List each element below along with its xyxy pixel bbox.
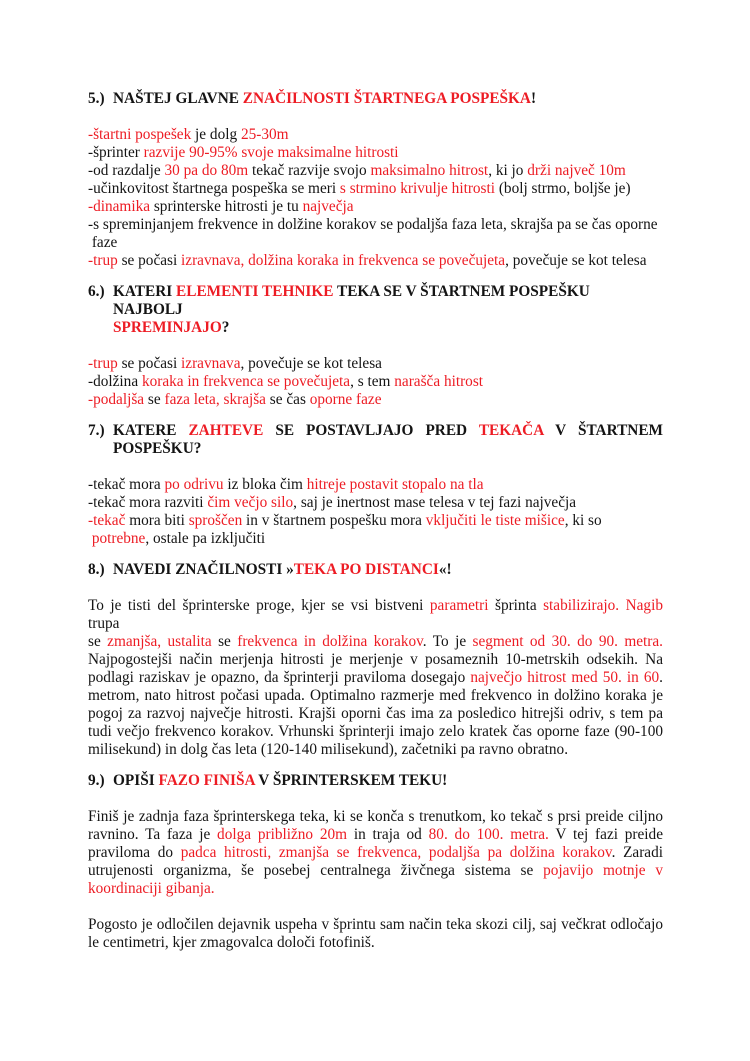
text-segment: pogoj za razvoj največje hitrosti. Krajši oporni čas ima za posledico hitrejši odriv, s tem pa bbox=[88, 705, 663, 722]
heading-text bbox=[113, 283, 663, 337]
text-segment: utrujenosti organizma, še posebej centralnega živčnega sistema se bbox=[88, 862, 544, 879]
text-segment: praviloma do bbox=[88, 844, 181, 861]
text-segment: , saj je inertnost mase telesa v tej fazi največja bbox=[293, 494, 577, 511]
red-text-segment: TEKAČA bbox=[478, 422, 544, 439]
heading-number: 9.) bbox=[88, 772, 105, 789]
red-text-segment: oporne faze bbox=[309, 391, 382, 408]
text-line bbox=[88, 633, 663, 651]
text-line bbox=[88, 162, 663, 180]
red-text-segment: pojavijo motnje v bbox=[543, 862, 663, 879]
text-segment: šprinta bbox=[488, 597, 544, 614]
red-text-segment: -podaljša bbox=[88, 391, 145, 408]
text-line bbox=[88, 916, 663, 934]
text-segment: , ki jo bbox=[488, 162, 528, 179]
text-line bbox=[113, 319, 663, 337]
heading-text bbox=[113, 422, 663, 458]
text-segment: je dolg bbox=[191, 126, 241, 143]
text-segment: se bbox=[211, 633, 238, 650]
red-text-segment: FAZO FINIŠA bbox=[158, 772, 255, 789]
red-text-segment: vključiti le tiste mišice bbox=[425, 512, 565, 529]
text-segment: se bbox=[144, 391, 165, 408]
list-block bbox=[88, 476, 663, 548]
text-line bbox=[88, 234, 663, 252]
text-segment: TEKA SE V ŠTARTNEM POSPEŠKU NAJBOLJ bbox=[113, 283, 594, 318]
text-segment: . Zaradi bbox=[611, 844, 663, 861]
text-segment: , povečuje se kot telesa bbox=[240, 355, 382, 372]
text-segment: sprinterske hitrosti je tu bbox=[150, 198, 303, 215]
list-block bbox=[88, 355, 663, 409]
text-segment: ! bbox=[530, 90, 537, 107]
text-segment: , s tem bbox=[350, 373, 395, 390]
text-segment: . bbox=[659, 669, 663, 686]
text-line bbox=[88, 126, 663, 144]
heading-number: 6.) bbox=[88, 283, 105, 300]
text-line bbox=[88, 198, 663, 216]
text-segment: ravnino. Ta faza je bbox=[88, 826, 218, 843]
text-line bbox=[113, 422, 663, 440]
red-text-segment: ELEMENTI TEHNIKE bbox=[176, 283, 334, 300]
heading-block bbox=[88, 561, 663, 579]
text-segment: milisekund) in dolg čas leta (120-140 milisekund), začetniki pa ravno obratno. bbox=[88, 741, 569, 758]
red-text-segment: -trup bbox=[88, 355, 118, 372]
text-line bbox=[113, 440, 663, 458]
text-segment: (bolj strmo, boljše je) bbox=[495, 180, 631, 197]
red-text-segment: hitreje postavit stopalo na tla bbox=[306, 476, 484, 493]
text-line bbox=[113, 283, 663, 319]
text-line bbox=[113, 772, 663, 790]
red-text-segment: zmanjša, ustalita bbox=[107, 633, 212, 650]
text-segment: . To je bbox=[422, 633, 473, 650]
text-line bbox=[88, 669, 663, 687]
text-line bbox=[88, 391, 663, 409]
text-line bbox=[88, 180, 663, 198]
text-line bbox=[88, 494, 663, 512]
text-segment: le centimetri, kjer zmagovalca določi fotofiniš. bbox=[88, 934, 375, 951]
text-segment: se počasi bbox=[117, 252, 182, 269]
text-segment: Finiš je zadnja faza šprinterskega teka, ki se konča s trenutkom, ko tekač s prsi preide ciljno bbox=[88, 808, 663, 825]
red-text-segment: 80. do 100. metra. bbox=[428, 826, 549, 843]
text-line bbox=[88, 705, 663, 723]
text-segment: POSPEŠKU? bbox=[113, 440, 202, 457]
heading-number: 7.) bbox=[88, 422, 105, 439]
red-text-segment: ZNAČILNOSTI ŠTARTNEGA POSPEŠKA bbox=[242, 90, 531, 107]
red-text-segment: stabilizirajo. Nagib bbox=[543, 597, 663, 614]
text-segment: «! bbox=[438, 561, 452, 578]
text-segment: -tekač mora razviti bbox=[88, 494, 208, 511]
heading-text bbox=[113, 772, 663, 790]
red-text-segment: čim večjo silo bbox=[207, 494, 294, 511]
heading-number: 8.) bbox=[88, 561, 105, 578]
text-line bbox=[88, 723, 663, 741]
text-line bbox=[88, 844, 663, 862]
heading-number: 5.) bbox=[88, 90, 105, 107]
text-line bbox=[88, 530, 663, 548]
text-segment: NAVEDI ZNAČILNOSTI » bbox=[113, 561, 294, 578]
text-line bbox=[88, 597, 663, 633]
text-segment: SE POSTAVLJAJO PRED bbox=[263, 422, 479, 439]
red-text-segment: segment od 30. do 90. metra. bbox=[472, 633, 663, 650]
red-text-segment: -dinamika bbox=[88, 198, 151, 215]
text-segment: KATERI bbox=[113, 283, 177, 300]
text-segment: , povečuje se kot telesa bbox=[505, 252, 647, 269]
red-text-segment: s strmino krivulje hitrosti bbox=[339, 180, 496, 197]
red-text-segment: narašča hitrost bbox=[394, 373, 484, 390]
red-text-segment: drži največ 10m bbox=[527, 162, 626, 179]
text-segment: mora biti bbox=[125, 512, 189, 529]
text-segment: Najpogostejši način merjenja hitrosti je merjenje v posameznih 10-metrskih odsekih. Na bbox=[88, 651, 663, 668]
text-segment: iz bloka čim bbox=[223, 476, 307, 493]
text-segment: , ostale pa izključiti bbox=[145, 530, 266, 547]
paragraph-block bbox=[88, 916, 663, 952]
text-segment: ? bbox=[221, 319, 230, 336]
text-line bbox=[88, 355, 663, 373]
text-line bbox=[88, 476, 663, 494]
text-segment: V tej fazi preide bbox=[548, 826, 663, 843]
text-line bbox=[88, 880, 663, 898]
red-text-segment: izravnava, dolžina koraka in frekvenca se povečujeta bbox=[181, 252, 506, 269]
text-segment: tekač razvije svojo bbox=[248, 162, 371, 179]
text-segment: -od razdalje bbox=[88, 162, 165, 179]
text-segment: -s spreminjanjem frekvence in dolžine korakov se podaljša faza leta, skrajša pa se čas oporne bbox=[88, 216, 658, 233]
text-segment: To je tisti del šprinterske proge, kjer se vsi bistveni bbox=[88, 597, 430, 614]
heading-block bbox=[88, 422, 663, 458]
red-text-segment: -štartni pospešek bbox=[88, 126, 192, 143]
text-segment: Pogosto je odločilen dejavnik uspeha v šprintu sam način teka skozi cilj, saj večkrat odločajo bbox=[88, 916, 663, 933]
text-segment: in traja od bbox=[347, 826, 429, 843]
text-line bbox=[88, 808, 663, 826]
text-line bbox=[113, 90, 663, 108]
red-text-segment: razvije 90-95% svoje maksimalne hitrosti bbox=[143, 144, 399, 161]
text-segment: -šprinter bbox=[88, 144, 144, 161]
red-text-segment: sproščen bbox=[188, 512, 243, 529]
text-segment: trupa bbox=[88, 615, 120, 632]
red-text-segment: po odrivu bbox=[164, 476, 224, 493]
text-line bbox=[88, 934, 663, 952]
heading-text bbox=[113, 561, 663, 579]
red-text-segment: frekvenca in dolžina korakov bbox=[237, 633, 423, 650]
text-segment: KATERE bbox=[113, 422, 189, 439]
list-block bbox=[88, 126, 663, 270]
red-text-segment: maksimalno hitrost bbox=[370, 162, 489, 179]
text-segment: OPIŠI bbox=[113, 772, 159, 789]
document-body bbox=[88, 90, 663, 952]
paragraph-block bbox=[88, 597, 663, 759]
paragraph-block bbox=[88, 808, 663, 898]
text-segment: in v štartnem pospešku mora bbox=[242, 512, 426, 529]
text-line bbox=[88, 741, 663, 759]
red-text-segment: 25-30m bbox=[240, 126, 289, 143]
red-text-segment: največja bbox=[302, 198, 354, 215]
text-line bbox=[88, 862, 663, 880]
red-text-segment: izravnava bbox=[181, 355, 241, 372]
text-segment: tudi večjo frekvenco korakov. Vrhunski šprinterji imajo zelo kratek čas oporne faze (90-100 bbox=[88, 723, 663, 740]
red-text-segment: 30 pa do 80m bbox=[164, 162, 249, 179]
text-line bbox=[88, 373, 663, 391]
text-segment: V ŠTARTNEM bbox=[543, 422, 663, 439]
text-line bbox=[113, 561, 663, 579]
red-text-segment: faza leta, skrajša bbox=[164, 391, 266, 408]
heading-block bbox=[88, 772, 663, 790]
text-segment: -tekač mora bbox=[88, 476, 165, 493]
red-text-segment: -trup bbox=[88, 252, 118, 269]
heading-text bbox=[113, 90, 663, 108]
text-line bbox=[88, 144, 663, 162]
text-segment: metrom, nato hitrost počasi upada. Optimalno razmerje med frekvenco in dolžino koraka je bbox=[88, 687, 663, 704]
text-line bbox=[88, 216, 663, 234]
text-segment: faze bbox=[88, 234, 118, 251]
red-text-segment: TEKA PO DISTANCI bbox=[293, 561, 439, 578]
text-segment: , ki so bbox=[564, 512, 602, 529]
heading-block bbox=[88, 283, 663, 337]
red-text-segment: dolga približno 20m bbox=[217, 826, 348, 843]
red-text-segment: potrebne bbox=[88, 530, 146, 547]
heading-block bbox=[88, 90, 663, 108]
text-line bbox=[88, 512, 663, 530]
text-line bbox=[88, 651, 663, 669]
text-line bbox=[88, 252, 663, 270]
red-text-segment: padca hitrosti, zmanjša se frekvenca, podaljša pa dolžina korakov bbox=[180, 844, 612, 861]
text-segment: NAŠTEJ GLAVNE bbox=[113, 90, 243, 107]
red-text-segment: -tekač bbox=[88, 512, 126, 529]
red-text-segment: SPREMINJAJO bbox=[113, 319, 222, 336]
red-text-segment: koraka in frekvenca se povečujeta bbox=[141, 373, 351, 390]
red-text-segment: parametri bbox=[429, 597, 489, 614]
red-text-segment: koordinaciji gibanja. bbox=[88, 880, 215, 897]
red-text-segment: največjo hitrost med 50. in 60 bbox=[470, 669, 660, 686]
text-segment: se bbox=[88, 633, 108, 650]
text-segment: -dolžina bbox=[88, 373, 142, 390]
red-text-segment: ZAHTEVE bbox=[188, 422, 264, 439]
text-segment: V ŠPRINTERSKEM TEKU! bbox=[254, 772, 448, 789]
text-segment: se čas bbox=[265, 391, 310, 408]
text-segment: -učinkovitost štartnega pospeška se meri bbox=[88, 180, 340, 197]
text-line bbox=[88, 687, 663, 705]
text-segment: podlagi raziskav je opazno, da šprinterji praviloma dosegajo bbox=[88, 669, 471, 686]
text-line bbox=[88, 826, 663, 844]
text-segment: se počasi bbox=[117, 355, 182, 372]
